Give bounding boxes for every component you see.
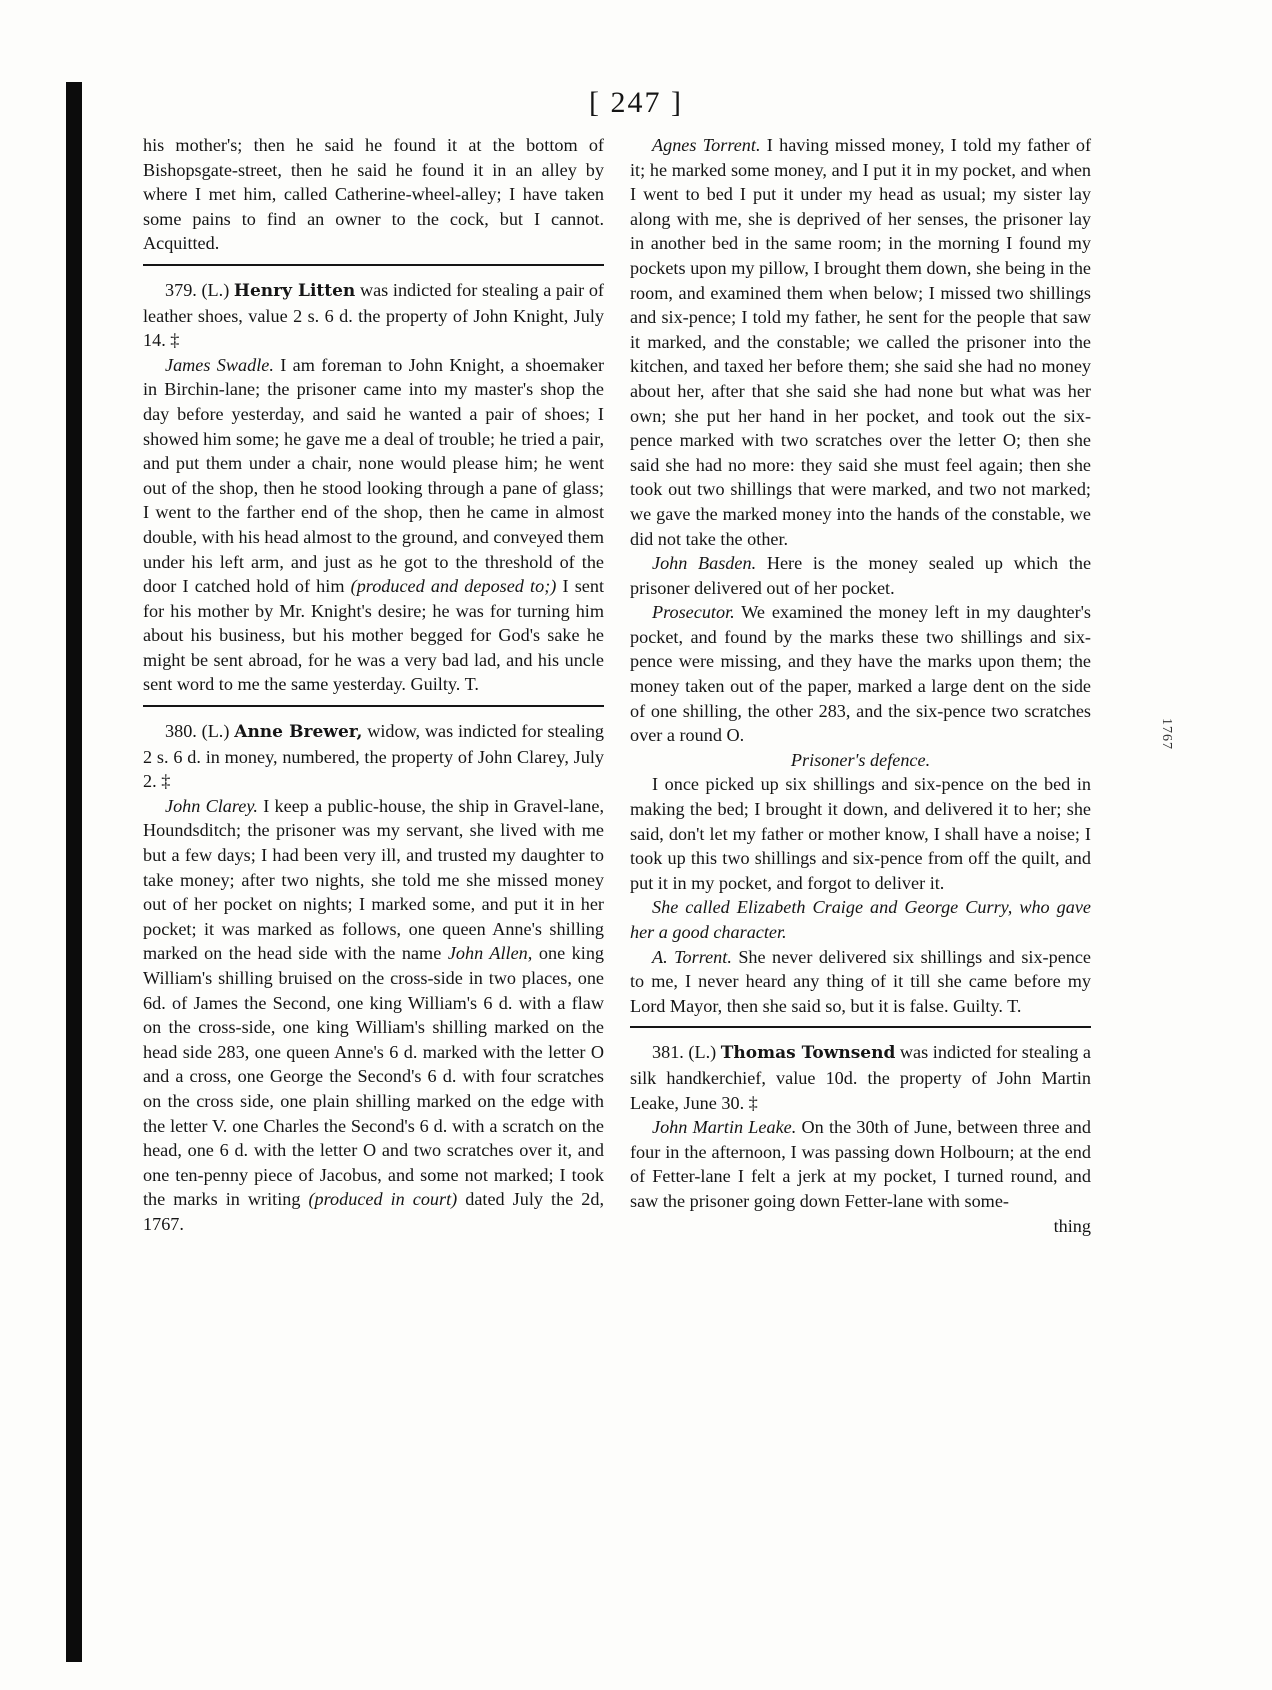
left-column xyxy=(143,133,604,1237)
testimony-text: She never delivered six shillings and six-pence to me, I never heard any thing of it till she came before my Lord Mayor, then she said so, but it is false. Guilty. T. xyxy=(630,946,1092,1016)
testimony-text: Here is the money sealed up which the prisoner delivered out of her pocket. xyxy=(630,553,1092,598)
page-number: [ 247 ] xyxy=(589,86,683,119)
witness-name: James Swadle. xyxy=(165,354,274,375)
witness-name: A. Torrent. xyxy=(652,946,732,967)
witness-name: John Clarey. xyxy=(165,795,258,816)
binding-spine xyxy=(66,82,82,1662)
witness-name: John Martin Leake. xyxy=(652,1117,797,1138)
indictment-text: widow, was indicted for stealing 2 s. 6 d. in money, numbered, the property of John Clarey, July 2. ‡ xyxy=(143,721,605,792)
case-number: 381. (L.) xyxy=(652,1042,717,1063)
section-divider xyxy=(143,705,604,707)
indictment-text: was indicted for stealing a pair of leather shoes, value 2 s. 6 d. the property of John Knight, July 14. ‡ xyxy=(143,279,604,351)
testimony-text: We examined the money left in my daughter's pocket, and found by the marks these two shillings and six-pence were missing, and they have the marks upon them; the money taken out of the paper, marked a large dent on the side of one shilling, the other 283, and the six-pence two scratches over a round O. xyxy=(630,602,1092,746)
catchword: thing xyxy=(1053,1215,1091,1236)
testimony-text: On the 30th of June, between three and four in the afternoon, I was passing down Holbourn; at the end of Fetter-lane I felt a jerk at my pocket, I turned round, and saw the prisoner going down Fetter-lane with some- xyxy=(630,1117,1091,1211)
case-number: 379. (L.) xyxy=(165,279,230,300)
character-witness-note: She called Elizabeth Craige and George Curry, who gave her a good character. xyxy=(630,897,1091,942)
paragraph: his mother's; then he said he found it at the bottom of Bishopsgate-street, then he said he found it in an alley by where I met him, called Catherine-wheel-alley; I have taken some pains to find an owner to the cock, but I cannot. Acquitted. xyxy=(143,135,604,254)
testimony-text: dated July the 2d, 1767. xyxy=(143,1189,604,1234)
testimony-paragraph xyxy=(630,133,1091,551)
defendant-name: Thomas Townsend xyxy=(720,1043,896,1064)
testimony-paragraph xyxy=(143,353,604,697)
witness-name: Agnes Torrent. xyxy=(652,135,761,155)
marked-name: John Allen, xyxy=(447,943,533,964)
testimony-text: one king William's shilling bruised on the cross-side in two places, one 6d. of James the Second, one king William's 6 d. with a flaw on the cross-side, one king William's shilling marked on the head side 283, one queen Anne's 6 d. marked with the letter O and a cross, one George the Second's 6 d. with four scratches on the cross side, one plain shilling marked on the edge with the letter V. one Charles the Second's 6 d. with a scratch on the head, one 6 d. with the letter O and two scratches over it, and one ten-penny piece of Jacobus, and some not marked; I took the marks in writing xyxy=(143,943,605,1210)
defence-text: I once picked up six shillings and six-pence on the bed in making the bed; I brought it down, and delivered it to her; she said, don't let my father or mother know, I shall have a noise; I took up this two shillings and six-pence from off the quilt, and put it in my pocket, and forgot to deliver it. xyxy=(630,774,1091,893)
testimony-paragraph xyxy=(143,794,604,1237)
defence-heading: Prisoner's defence. xyxy=(790,749,931,770)
testimony-text: I keep a public-house, the ship in Gravel-lane, Houndsditch; the prisoner was my servant, she lived with me but a few days; I had been very ill, and trusted my daughter to take money; after two nights, she told me she missed money out of her pocket on nights; I marked some, and put it in her pocket; it was marked as follows, one queen Anne's shilling marked on the head side with the name xyxy=(143,795,604,964)
court-note: (produced in court) xyxy=(308,1189,458,1210)
section-divider xyxy=(143,264,604,266)
margin-year-note: 1767 xyxy=(1159,718,1174,750)
testimony-paragraph xyxy=(630,551,1091,600)
defendant-name: Henry Litten xyxy=(233,280,356,301)
testimony-paragraph xyxy=(630,945,1091,1019)
testimony-text: I having missed money, I told my father of it; he marked some money, and I put it in my pocket, and when I went to bed I put it under my head as usual; my sister lay along with me, she is deprived of her senses, the prisoner lay in another bed in the same room; in the morning I found my pockets upon my pillow, I brought them down, she being in the room, and examined them when below; I missed two shillings and six-pence; I told my father, he sent for the people that saw it marked, and the constable; we called the prisoner into the kitchen, and taxed her before them; she said she had no money about her, after that she said she had none but what was her own; she put her hand in her pocket, and took out the six-pence marked with two scratches over the letter O; then she said she had no more: they said she must feel again; then she took out two shillings that were marked, and two not marked; we gave the marked money into the hands of the constable, we did not take the other. xyxy=(630,135,1092,549)
witness-name: Prosecutor. xyxy=(652,602,735,623)
right-column xyxy=(630,133,1091,1238)
case-379-heading xyxy=(143,278,604,353)
testimony-text: I am foreman to John Knight, a shoemaker in Birchin-lane; the prisoner came into my master's shop the day before yesterday, and said he wanted a pair of shoes; I showed him some; he gave me a deal of trouble; he tried a pair, and put them under a chair, none would please him; he went out of the shop, then he stood looking through a pane of glass; I went to the farther end of the shop, then he came in almost double, with his head almost to the ground, and conveyed them under his left arm, and just as he got to the threshold of the door I catched hold of him xyxy=(143,354,605,597)
testimony-paragraph xyxy=(630,600,1091,748)
case-number: 380. (L.) xyxy=(165,721,230,742)
court-note: (produced and deposed to;) xyxy=(350,576,557,597)
testimony-paragraph xyxy=(630,1115,1091,1213)
indictment-text: was indicted for stealing a silk handkerchief, value 10d. the property of John Martin Leake, June 30. ‡ xyxy=(630,1042,1091,1113)
case-380-heading xyxy=(143,719,604,794)
testimony-text: I sent for his mother by Mr. Knight's desire; he was for turning him about his business, but his mother begged for God's sake he might be sent abroad, for he was a very bad lad, and his uncle sent word to me the same yesterday. Guilty. T. xyxy=(143,576,604,695)
witness-name: John Basden. xyxy=(652,553,757,574)
section-divider xyxy=(630,1026,1091,1028)
case-381-heading xyxy=(630,1040,1091,1115)
defendant-name: Anne Brewer, xyxy=(234,722,363,743)
